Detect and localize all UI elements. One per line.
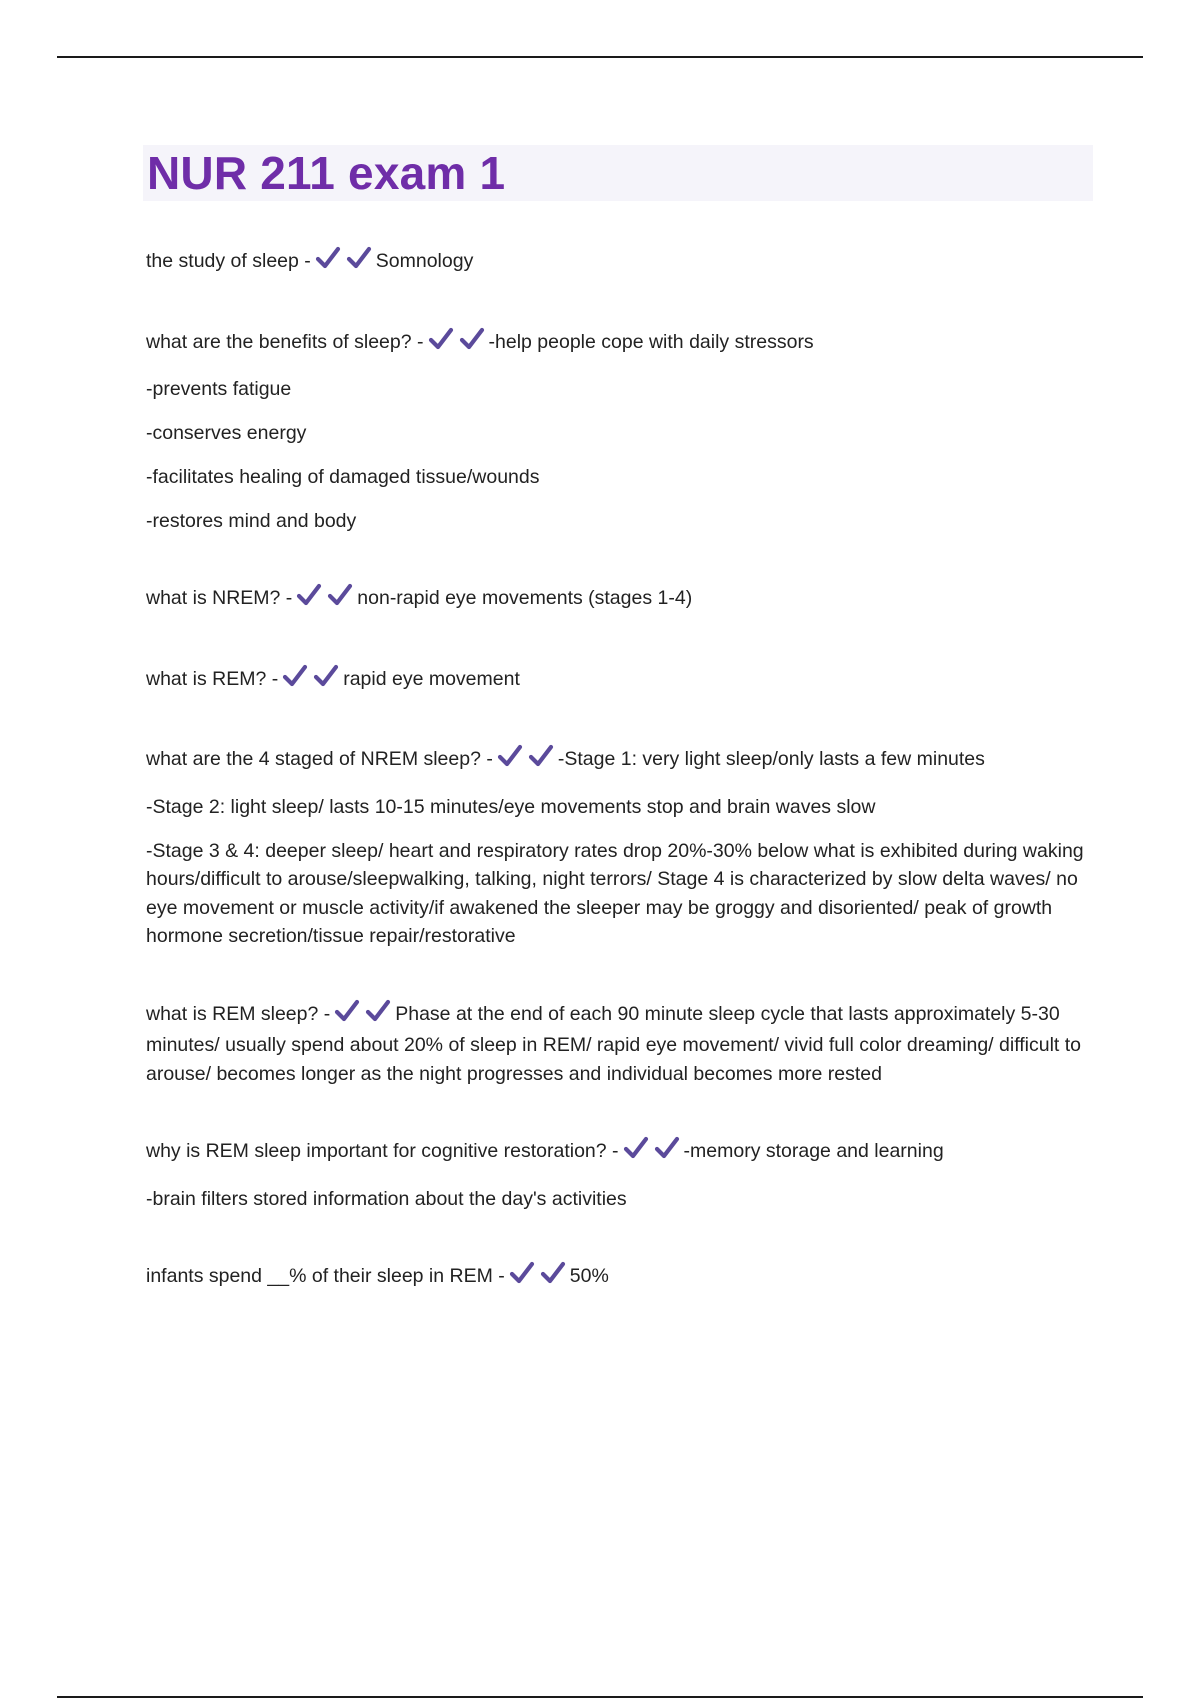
question-line — [146, 327, 1096, 360]
flashcard-entry — [146, 664, 1096, 697]
question-line — [146, 1136, 1096, 1169]
question-text: what are the benefits of sleep? - — [146, 330, 424, 353]
top-rule — [57, 56, 1143, 58]
answer-extra-line: -conserves energy — [146, 422, 307, 444]
question-text: what is REM? - — [146, 667, 279, 690]
answer-text: -help people cope with daily stressors — [488, 330, 814, 353]
question-text: what are the 4 staged of NREM sleep? - — [146, 748, 493, 770]
flashcard-entry — [146, 327, 1096, 536]
question-text: the study of sleep - — [146, 250, 311, 272]
check-icon — [540, 1261, 566, 1285]
double-check-icon — [509, 1261, 566, 1294]
answer-extra-line: -prevents fatigue — [146, 378, 292, 400]
question-line — [146, 744, 1096, 777]
check-icon — [497, 744, 523, 768]
check-icon — [528, 744, 554, 768]
question-text: what is NREM? - — [146, 587, 293, 609]
answer-extra-line: -Stage 2: light sleep/ lasts 10-15 minutes/eye movements stop and brain waves slow — [146, 795, 876, 818]
answer-text: rapid eye movement — [343, 667, 520, 690]
page-title: NUR 211 exam 1 — [147, 147, 506, 199]
bottom-rule — [57, 1696, 1143, 1698]
check-icon — [296, 583, 322, 607]
check-icon — [327, 583, 353, 607]
answer-extra-line: -brain filters stored information about the day's activities — [146, 1187, 627, 1210]
flashcard-list — [146, 246, 1096, 1293]
flashcard-entry — [146, 744, 1096, 951]
answer-text: 50% — [569, 1264, 609, 1287]
question-text: why is REM sleep important for cognitive restoration? - — [146, 1140, 619, 1162]
answer-text: Phase at the end of each 90 minute sleep cycle that lasts approximately 5-30 minutes/ usually spend about 20% of sleep in REM/ rapid eye movement/ vivid full color dreaming/ difficult to arouse/ becomes longer as the night progresses and individual becomes more rested — [146, 1002, 1082, 1085]
question-line — [146, 583, 1096, 616]
check-icon — [654, 1136, 680, 1160]
check-icon — [623, 1136, 649, 1160]
flashcard-entry — [146, 246, 1096, 279]
check-icon — [365, 999, 391, 1023]
answer-text: -memory storage and learning — [683, 1140, 944, 1162]
check-icon — [334, 999, 360, 1023]
question-text: infants spend __% of their sleep in REM - — [146, 1264, 505, 1287]
double-check-icon — [296, 583, 353, 616]
flashcard-entry — [146, 999, 1096, 1089]
check-icon — [282, 664, 308, 688]
flashcard-entry — [146, 583, 1096, 616]
answer-text: Somnology — [375, 250, 474, 272]
double-check-icon — [428, 327, 485, 360]
question-line — [146, 1261, 1096, 1294]
check-icon — [313, 664, 339, 688]
check-icon — [459, 327, 485, 351]
answer-extra-line: -Stage 3 & 4: deeper sleep/ heart and respiratory rates drop 20%-30% below what is exhibited during waking hours/difficult to arouse/sleepwalking, talking, night terrors/ Stage 4 is characterized by slow delta waves/ no eye movement or muscle activity/if awakened the sleeper may be groggy and disoriented/ peak of growth hormone secretion/tissue repair/restorative — [146, 839, 1084, 947]
check-icon — [428, 327, 454, 351]
double-check-icon — [623, 1136, 680, 1169]
double-check-icon — [334, 999, 391, 1032]
answer-extra-line: -restores mind and body — [146, 510, 357, 532]
answer-text: -Stage 1: very light sleep/only lasts a few minutes — [557, 748, 985, 770]
check-icon — [346, 246, 372, 270]
question-text: what is REM sleep? - — [146, 1002, 331, 1025]
flashcard-entry — [146, 1136, 1096, 1213]
double-check-icon — [497, 744, 554, 777]
question-line — [146, 246, 1096, 279]
flashcard-entry — [146, 1261, 1096, 1294]
answer-text: non-rapid eye movements (stages 1-4) — [357, 587, 693, 609]
check-icon — [315, 246, 341, 270]
answer-extra-line: -facilitates healing of damaged tissue/wounds — [146, 466, 540, 488]
title-band — [143, 145, 1093, 201]
question-line — [146, 664, 1096, 697]
question-line — [146, 999, 1096, 1089]
double-check-icon — [315, 246, 372, 279]
check-icon — [509, 1261, 535, 1285]
double-check-icon — [282, 664, 339, 697]
